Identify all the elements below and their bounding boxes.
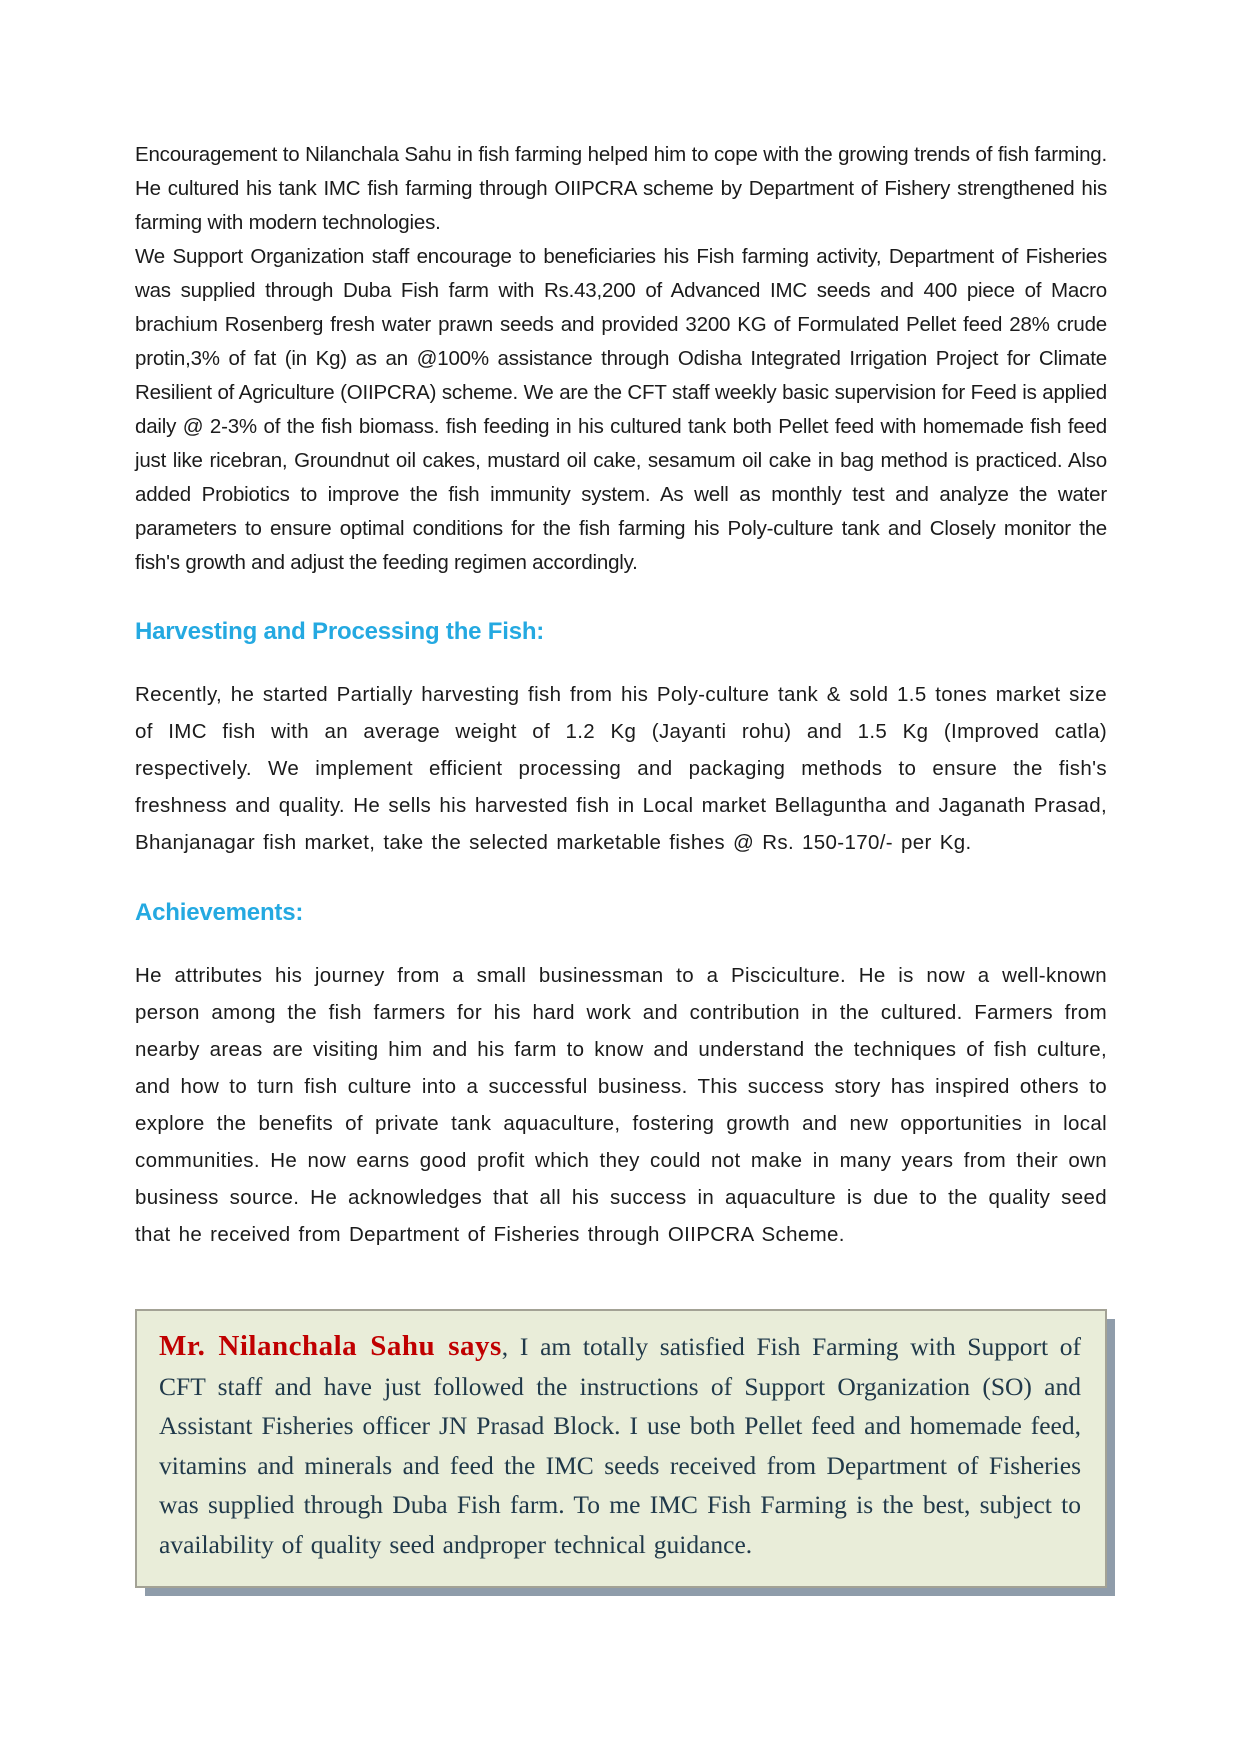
achievements-paragraph: He attributes his journey from a small businessman to a Pisciculture. He is now a well-known person among the fish farmers for his hard work and contribution in the cultured. Farmers from nearby areas are visiting him and his farm to know and understand the techniques of fish culture, and how to turn fish culture into a successful business. This success story has inspired others to explore the benefits of private tank aquaculture, fostering growth and new opportunities in local communities. He now earns good profit which they could not make in many years from their own business source. He acknowledges that all his success in aquaculture is due to the quality seed that he received from Department of Fisheries through OIIPCRA Scheme. <box>135 964 1107 1246</box>
achievements-section-heading: Achievements: <box>135 899 304 926</box>
harvesting-paragraph: Recently, he started Partially harvesting fish from his Poly-culture tank & sold 1.5 tones market size of IMC fish with an average weight of 1.2 Kg (Jayanti rohu) and 1.5 Kg (Improved catla) respectively. We implement efficient processing and packaging methods to ensure the fish's freshness and quality. He sells his harvested fish in Local market Bellaguntha and Jaganath Prasad, Bhanjanagar fish market, take the selected marketable fishes @ Rs. 150-170/- per Kg. <box>135 683 1107 854</box>
intro-paragraph: Encouragement to Nilanchala Sahu in fish farming helped him to cope with the growing trends of fish farming. He cultured his tank IMC fish farming through OIIPCRA scheme by Department of Fishery strengthened his farming with modern technologies. <box>135 143 1107 234</box>
support-paragraph: We Support Organization staff encourage to beneficiaries his Fish farming activity, Department of Fisheries was supplied through Duba Fish farm with Rs.43,200 of Advanced IMC seeds and 400 piece of Macro brachium Rosenberg fresh water prawn seeds and provided 3200 KG of Formulated Pellet feed 28% crude protin,3% of fat (in Kg) as an @100% assistance through Odisha Integrated Irrigation Project for Climate Resilient of Agriculture (OIIPCRA) scheme. We are the CFT staff weekly basic supervision for Feed is applied daily @ 2-3% of the fish biomass. fish feeding in his cultured tank both Pellet feed with homemade fish feed just like ricebran, Groundnut oil cakes, mustard oil cake, sesamum oil cake in bag method is practiced. Also added Probiotics to improve the fish immunity system. As well as monthly test and analyze the water parameters to ensure optimal conditions for the fish farming his Poly-culture tank and Closely monitor the fish's growth and adjust the feeding regimen accordingly. <box>135 245 1107 574</box>
testimonial-quote-box <box>135 1309 1107 1588</box>
harvesting-section-heading: Harvesting and Processing the Fish: <box>135 618 545 645</box>
quote-speaker-name: Mr. Nilanchala Sahu says <box>159 1330 502 1362</box>
quote-body-text: , I am totally satisfied Fish Farming with Support of CFT staff and have just followed the instructions of Support Organization (SO) and Assistant Fisheries officer JN Prasad Block. I use both Pellet feed and homemade feed, vitamins and minerals and feed the IMC seeds received from Department of Fisheries was supplied through Duba Fish farm. To me IMC Fish Farming is the best, subject to availability of quality seed andproper technical guidance. <box>159 1332 1081 1559</box>
